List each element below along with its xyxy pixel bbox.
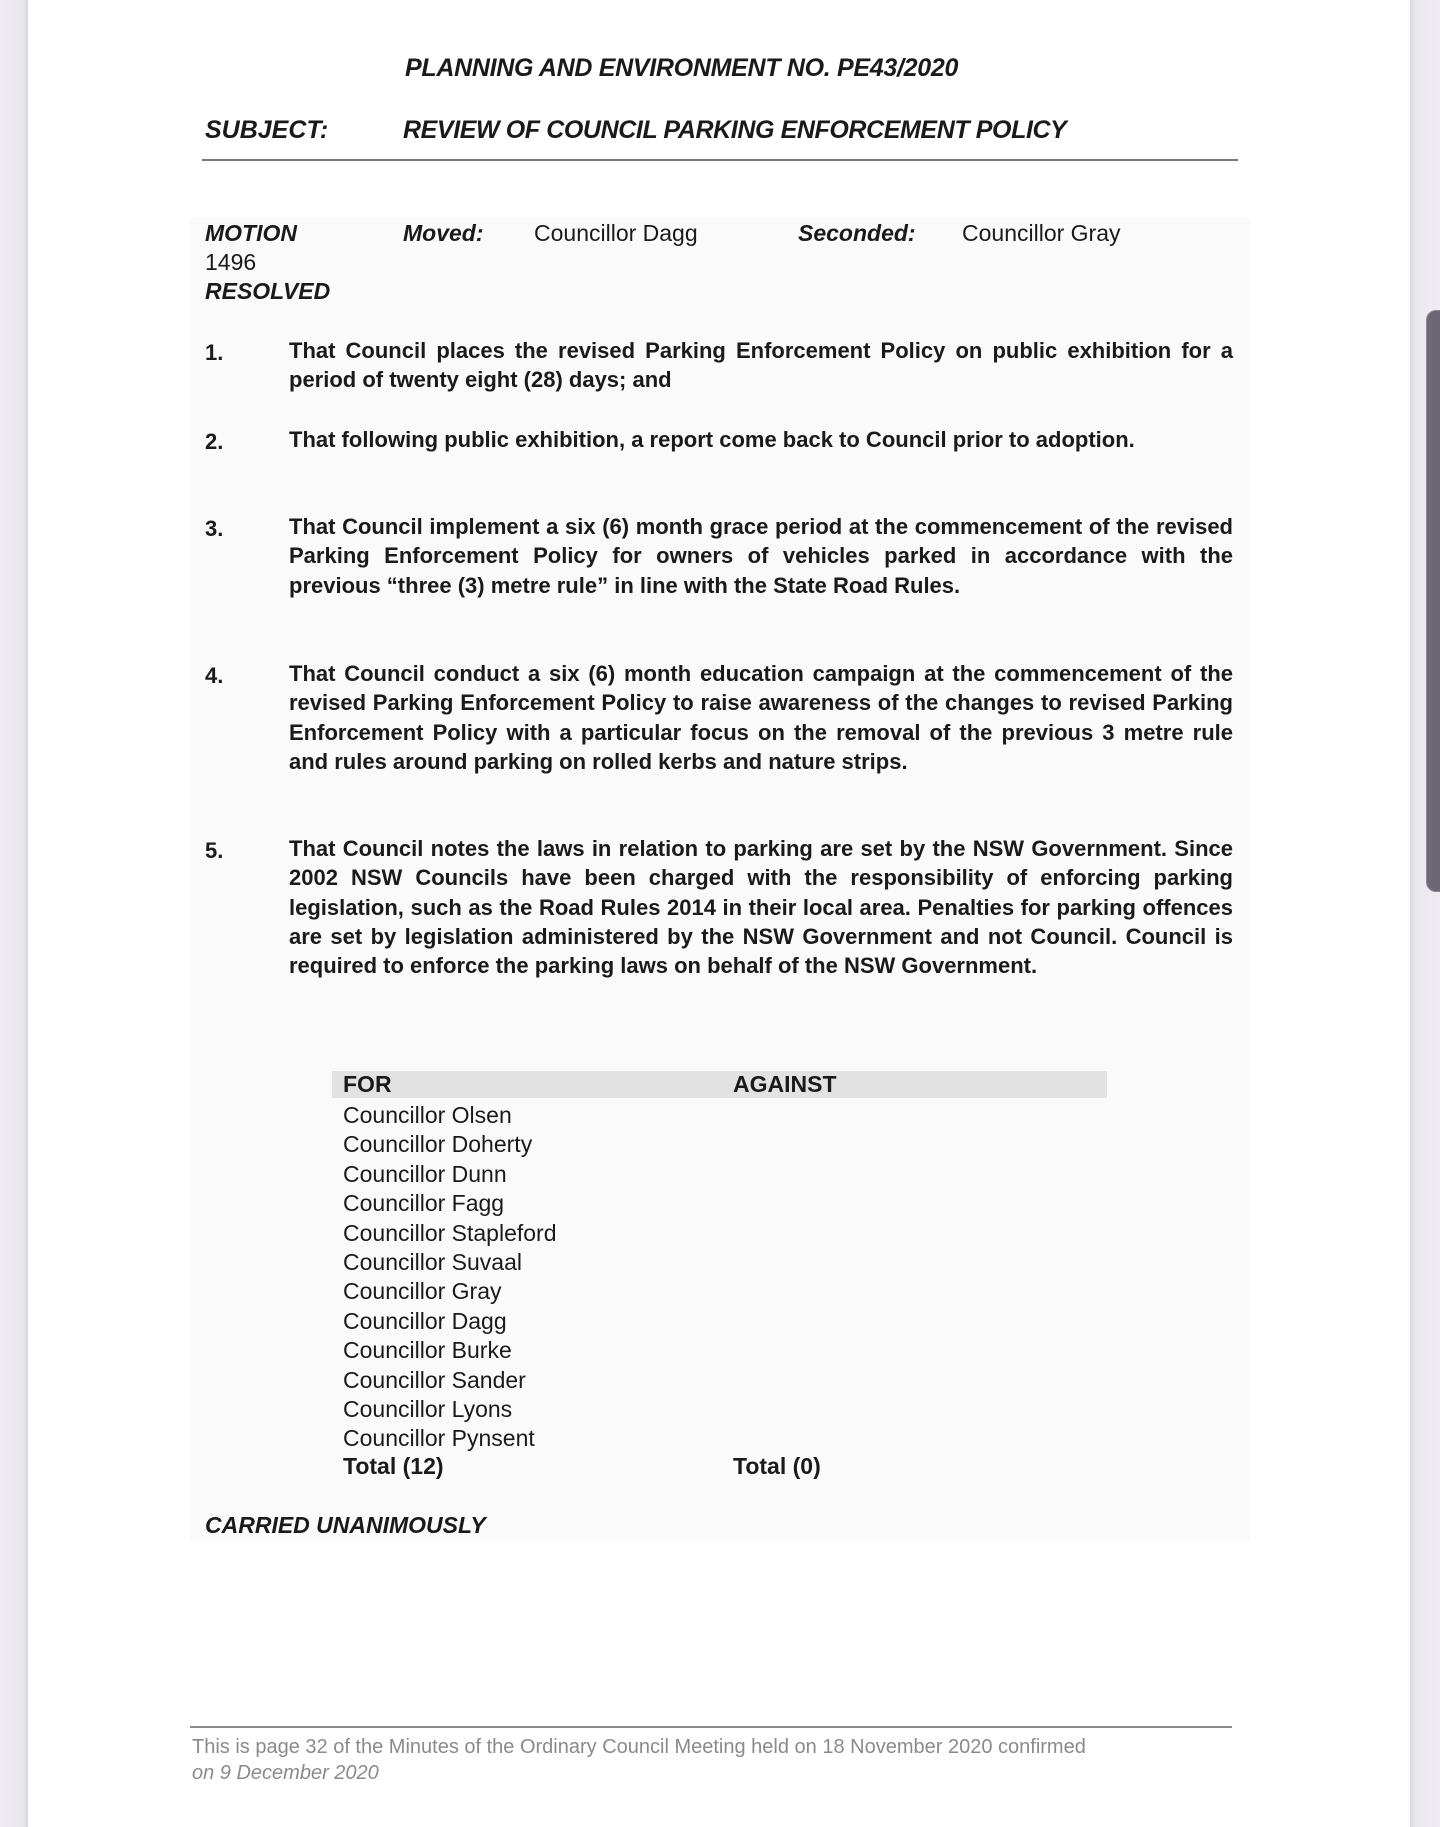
vote-for-name: Councillor Sander xyxy=(343,1366,526,1393)
item-number: 5. xyxy=(205,838,224,863)
vote-for-name: Councillor Pynsent xyxy=(343,1425,535,1452)
vote-for-name: Councillor Dagg xyxy=(343,1307,507,1334)
vote-total-for: Total (12) xyxy=(343,1453,444,1479)
vote-for-name: Councillor Gray xyxy=(343,1278,502,1305)
item-text: That following public exhibition, a report come back to Council prior to adoption. xyxy=(289,427,1135,452)
item-text: That Council notes the laws in relation to parking are set by the NSW Government. Since 2002 NSW Councils have been charged with the responsibility of enforcing parking legislation, such as the Road Rules 2014 in their local area. Penalties for parking offences are set by legislation administered by the NSW Government and not Council. Council is required to enforce the parking laws on behalf of the NSW Government. xyxy=(289,836,1233,979)
motion-status: RESOLVED xyxy=(205,278,331,304)
vote-for-name: Councillor Fagg xyxy=(343,1190,505,1217)
vote-for-name: Councillor Doherty xyxy=(343,1131,533,1158)
footer-divider xyxy=(190,1726,1232,1728)
subject-text: REVIEW OF COUNCIL PARKING ENFORCEMENT POLICY xyxy=(403,116,1067,144)
vote-total-against: Total (0) xyxy=(733,1453,821,1479)
item-number: 1. xyxy=(205,340,224,365)
viewer-left-margin xyxy=(0,0,28,1827)
seconded-label: Seconded: xyxy=(798,220,916,246)
footer-text-line2: on 9 December 2020 xyxy=(192,1762,379,1784)
vote-for-list xyxy=(343,1101,557,1454)
moved-label: Moved: xyxy=(403,220,484,246)
vote-for-name: Councillor Burke xyxy=(343,1337,512,1364)
vote-for-name: Councillor Lyons xyxy=(343,1396,513,1423)
document-title: PLANNING AND ENVIRONMENT NO. PE43/2020 xyxy=(405,54,959,82)
vote-for-name: Councillor Dunn xyxy=(343,1160,507,1187)
motion-outcome: CARRIED UNANIMOUSLY xyxy=(205,1512,486,1538)
vote-for-name: Councillor Olsen xyxy=(343,1102,512,1128)
item-number: 4. xyxy=(205,663,224,688)
vote-for-name: Councillor Stapleford xyxy=(343,1219,557,1246)
subject-label: SUBJECT: xyxy=(205,116,329,144)
motion-label: MOTION xyxy=(205,220,297,246)
item-number: 2. xyxy=(205,429,224,454)
item-text: That Council places the revised Parking Enforcement Policy on public exhibition for a period of twenty eight (28) days; and xyxy=(289,338,1233,393)
vote-against-header: AGAINST xyxy=(733,1071,837,1097)
item-text: That Council conduct a six (6) month education campaign at the commencement of the revised Parking Enforcement Policy to raise awareness of the changes to revised Parking Enforcement Policy with a particular focus on the removal of the previous 3 metre rule and rules around parking on rolled kerbs and nature strips. xyxy=(289,661,1233,774)
footer-text-line1: This is page 32 of the Minutes of the Ordinary Council Meeting held on 18 November 2020 confirmed xyxy=(192,1736,1086,1758)
vote-for-header: FOR xyxy=(343,1071,392,1097)
seconded-by: Councillor Gray xyxy=(962,220,1121,246)
moved-by: Councillor Dagg xyxy=(534,220,698,246)
item-text: That Council implement a six (6) month grace period at the commencement of the revised Parking Enforcement Policy for owners of vehicles parked in accordance with the previous “three (3) metre rule” in line with the State Road Rules. xyxy=(289,514,1233,598)
header-divider xyxy=(202,159,1238,161)
scrollbar-thumb[interactable] xyxy=(1426,310,1440,892)
viewer-right-margin xyxy=(1410,0,1440,1827)
item-number: 3. xyxy=(205,516,224,541)
motion-number: 1496 xyxy=(205,249,257,275)
vote-table-header xyxy=(332,1071,1107,1098)
vote-for-name: Councillor Suvaal xyxy=(343,1249,522,1276)
